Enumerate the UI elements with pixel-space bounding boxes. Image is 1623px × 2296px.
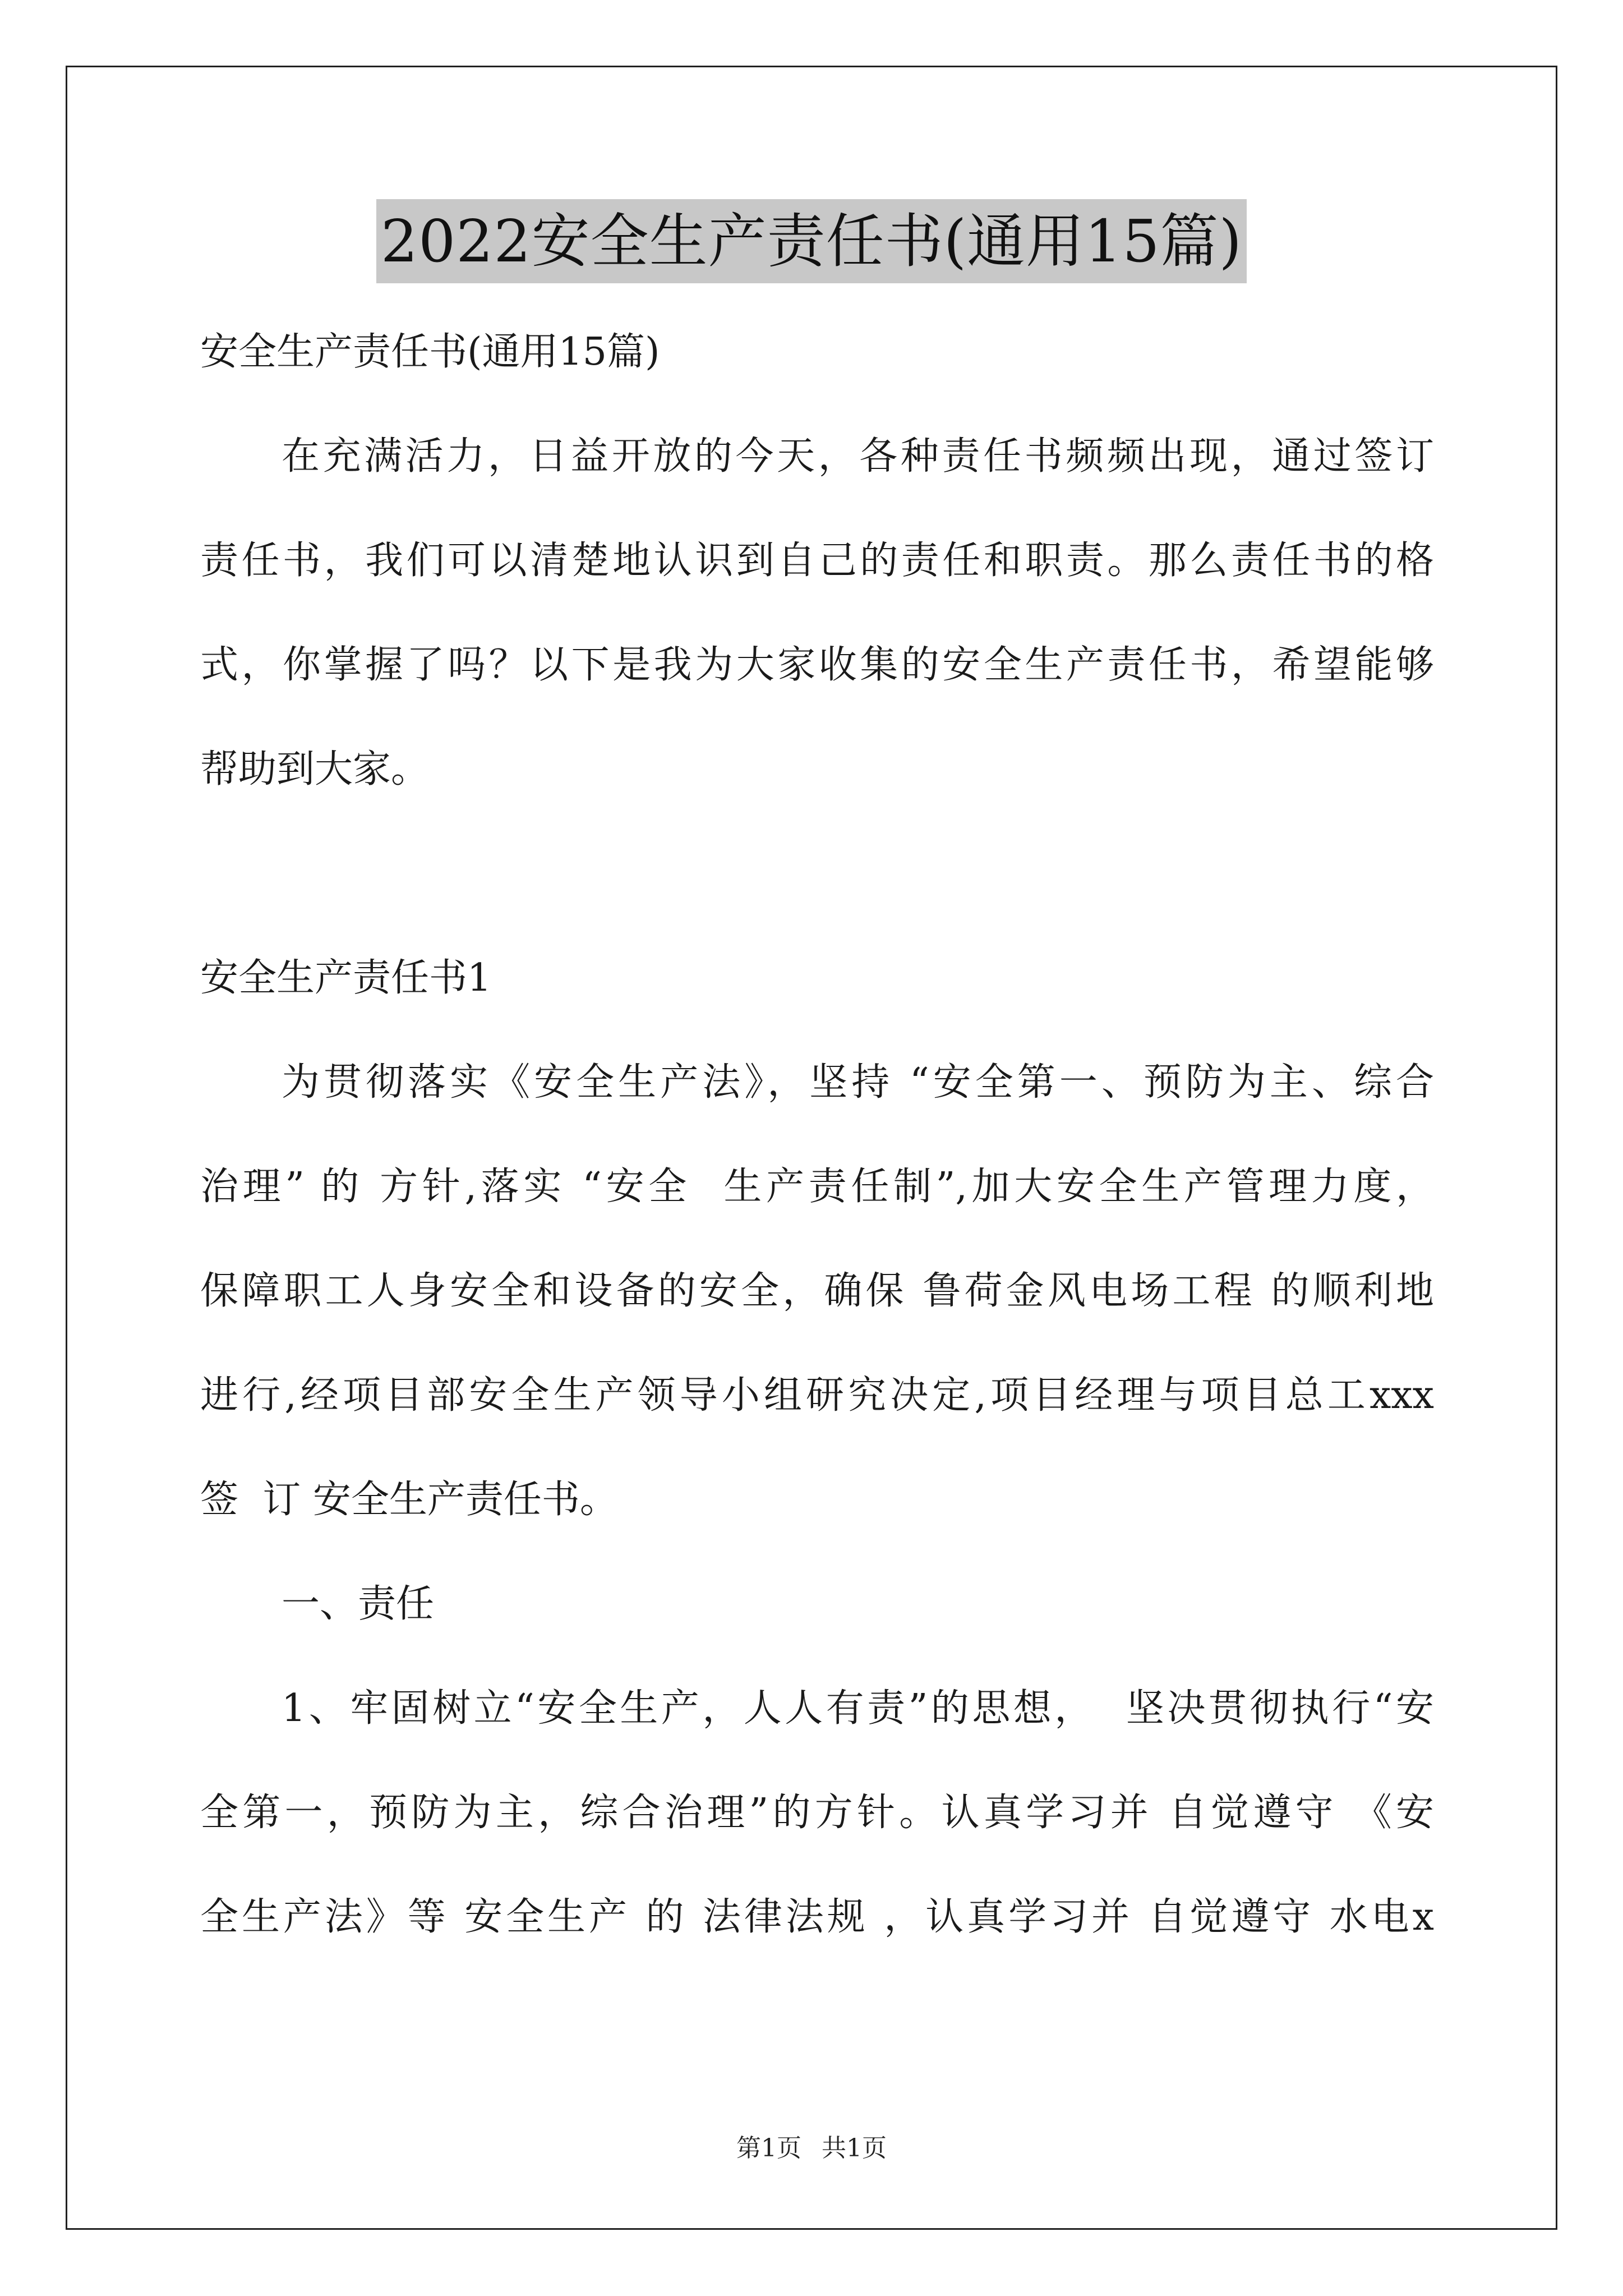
section-heading: 安全生产责任书1 (200, 956, 492, 1000)
section-line-4: 进行,经项目部安全生产领导小组研究决定,项目经理与项目总工xxx (200, 1373, 1434, 1418)
section-line-5: 签 订 安全生产责任书。 (200, 1478, 618, 1522)
document-title: 2022安全生产责任书(通用15篇) (376, 199, 1247, 283)
intro-line-1: 在充满活力，日益开放的今天，各种责任书频频出现，通过签订 (282, 434, 1434, 478)
section-line-2: 治理” 的 方针,落实 “安全 生产责任制”,加大安全生产管理力度， (200, 1165, 1434, 1209)
page-total: 共1页 (822, 2134, 887, 2162)
page-footer (0, 2132, 1623, 2165)
item-line-2: 全第一，预防为主，综合治理”的方针。认真学习并 自觉遵守 《安 (200, 1791, 1434, 1835)
page-number: 第1页 (736, 2134, 801, 2162)
document-body (200, 300, 1434, 1970)
intro-line-2: 责任书，我们可以清楚地认识到自己的责任和职责。那么责任书的格 (200, 539, 1434, 583)
section-line-1: 为贯彻落实《安全生产法》，坚持 “安全第一、预防为主、综合 (282, 1060, 1434, 1105)
item-line-3: 全生产法》等 安全生产 的 法律法规 ，认真学习并 自觉遵守 水电x (200, 1895, 1434, 1939)
document-subtitle: 安全生产责任书(通用15篇) (200, 330, 660, 374)
title-container (0, 199, 1623, 283)
intro-line-3: 式，你掌握了吗？以下是我为大家收集的安全生产责任书，希望能够 (200, 643, 1434, 687)
subheading: 一、责任 (282, 1582, 435, 1626)
section-line-3: 保障职工人身安全和设备的安全，确保 鲁荷金风电场工程 的顺利地 (200, 1269, 1434, 1313)
blank-line (200, 822, 1434, 926)
item-line-1: 1、牢固树立“安全生产，人人有责”的思想， 坚决贯彻执行“安 (282, 1686, 1434, 1731)
intro-line-4: 帮助到大家。 (200, 747, 430, 792)
